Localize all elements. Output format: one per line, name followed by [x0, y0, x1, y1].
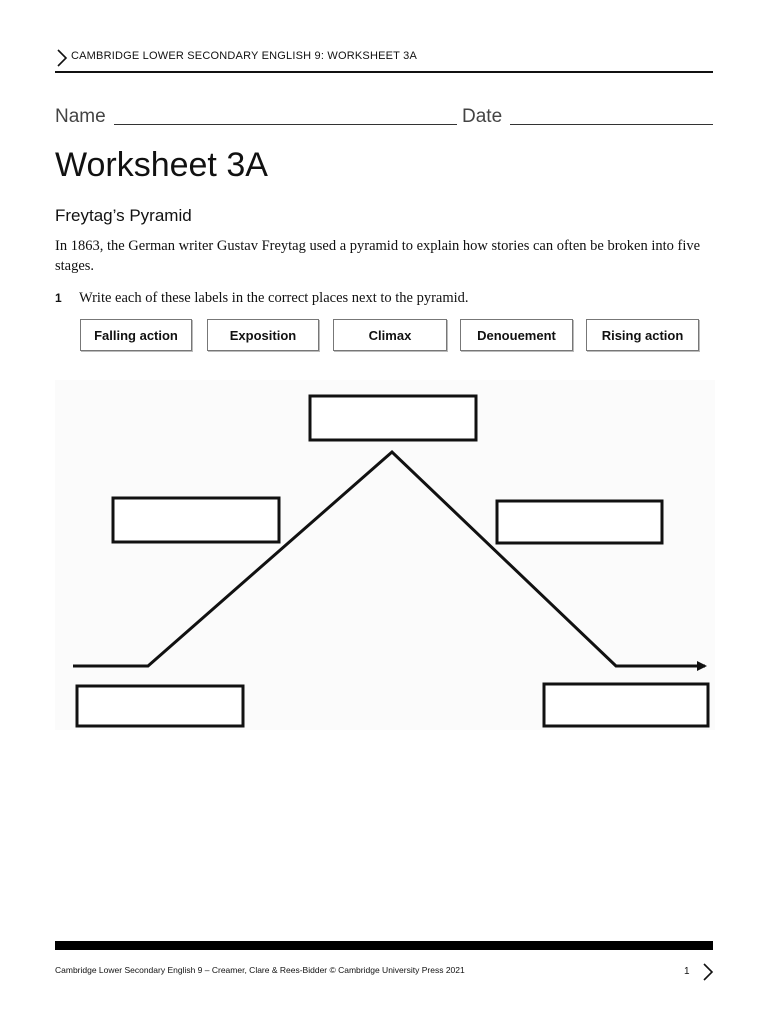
name-field[interactable] — [114, 124, 457, 125]
section-subtitle: Freytag’s Pyramid — [55, 206, 192, 225]
footer-bar — [55, 941, 713, 950]
footer-credit: Cambridge Lower Secondary English 9 – Creamer, Clare & Rees-Bidder © Cambridge University Press 2021 — [55, 965, 465, 975]
label-card[interactable]: Falling action — [80, 319, 192, 351]
chevron-right-icon — [55, 49, 69, 67]
question-number: 1 — [55, 291, 62, 305]
chevron-right-icon[interactable] — [701, 962, 715, 982]
question-text: Write each of these labels in the correct places next to the pyramid. — [79, 290, 469, 306]
answer-box-upper-left[interactable] — [113, 498, 279, 542]
label-card[interactable]: Denouement — [460, 319, 573, 351]
label-card[interactable]: Rising action — [586, 319, 699, 351]
answer-box-lower-left[interactable] — [77, 686, 243, 726]
freytag-pyramid-diagram — [55, 380, 715, 730]
label-bank — [80, 319, 700, 351]
running-header: CAMBRIDGE LOWER SECONDARY ENGLISH 9: WORKSHEET 3A — [71, 50, 417, 62]
name-label: Name — [55, 106, 106, 127]
answer-box-upper-right[interactable] — [497, 501, 662, 543]
header-rule — [55, 71, 713, 73]
page-number: 1 — [684, 966, 690, 977]
page-title: Worksheet 3A — [55, 146, 268, 184]
label-card[interactable]: Exposition — [207, 319, 319, 351]
label-card[interactable]: Climax — [333, 319, 447, 351]
answer-box-top[interactable] — [310, 396, 476, 440]
pyramid-line — [73, 452, 705, 666]
date-field[interactable] — [510, 124, 713, 125]
intro-paragraph: In 1863, the German writer Gustav Freytag used a pyramid to explain how stories can often be broken into five stages. — [55, 238, 701, 274]
answer-box-lower-right[interactable] — [544, 684, 708, 726]
date-label: Date — [462, 106, 503, 127]
